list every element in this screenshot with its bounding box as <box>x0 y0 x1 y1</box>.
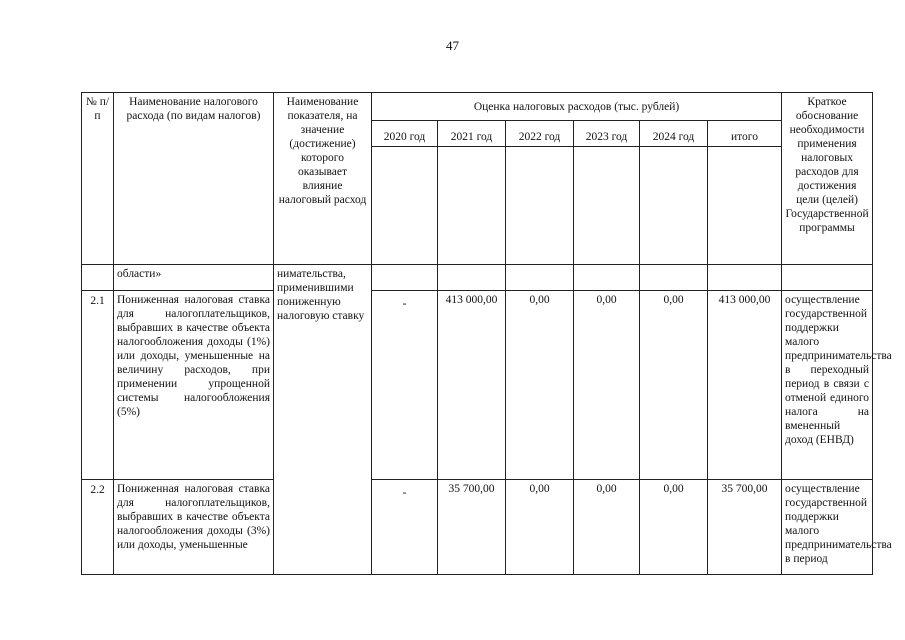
header-year-2020: 2020 год <box>372 121 438 147</box>
year-2022-spacer <box>506 147 574 265</box>
page-number: 47 <box>446 38 459 53</box>
row-num: 2.2 <box>82 480 114 575</box>
row-expense-name: Пониженная налоговая ставка для налогоплательщиков, выбравших в качестве объекта налогообложения доходы (1%) или доходы, уменьшенные на величину расходов, при применении упрощенной системы налогообложения (5%) <box>114 291 274 480</box>
continuation-indicator: нимательства, применившими пониженную налоговую ставку <box>274 265 372 575</box>
value-total: 413 000,00 <box>708 291 782 480</box>
header-justification: Краткое обоснование необходимости применения налоговых расходов для достижения цели (целей) Государственной программы <box>782 93 873 265</box>
year-2020-spacer <box>372 147 438 265</box>
table-row <box>82 480 873 575</box>
row-justification: осуществление государственной поддержки малого предпринимательства в период <box>782 480 873 575</box>
empty-cell <box>708 265 782 291</box>
continuation-num <box>82 265 114 291</box>
value-2020: - <box>372 291 438 480</box>
value-2021: 413 000,00 <box>438 291 506 480</box>
header-year-2023: 2023 год <box>574 121 640 147</box>
value-2024: 0,00 <box>640 291 708 480</box>
value-2023: 0,00 <box>574 291 640 480</box>
value-2021: 35 700,00 <box>438 480 506 575</box>
year-2024-spacer <box>640 147 708 265</box>
header-total: итого <box>708 121 782 147</box>
table-row <box>82 291 873 480</box>
header-estimate: Оценка налоговых расходов (тыс. рублей) <box>372 93 782 121</box>
header-year-2024: 2024 год <box>640 121 708 147</box>
header-indicator: Наименование показателя, на значение (достижение) которого оказывает влияние налоговый расход <box>274 93 372 265</box>
row-num: 2.1 <box>82 291 114 480</box>
row-justification: осуществление государственной поддержки малого предпринимательства в переходный период в связи с отменой единого налога на вмененный доход (ЕНВД) <box>782 291 873 480</box>
header-year-2021: 2021 год <box>438 121 506 147</box>
row-expense-name: Пониженная налоговая ставка для налогоплательщиков, выбравших в качестве объекта налогообложения доходы (3%) или доходы, уменьшенные <box>114 480 274 575</box>
value-2020: - <box>372 480 438 575</box>
value-2023: 0,00 <box>574 480 640 575</box>
header-year-2022: 2022 год <box>506 121 574 147</box>
header-row <box>82 93 873 121</box>
value-2022: 0,00 <box>506 480 574 575</box>
empty-cell <box>640 265 708 291</box>
total-spacer <box>708 147 782 265</box>
value-total: 35 700,00 <box>708 480 782 575</box>
continuation-row <box>82 265 873 291</box>
header-num: № п/п <box>82 93 114 265</box>
empty-cell <box>574 265 640 291</box>
empty-cell <box>782 265 873 291</box>
continuation-name: области» <box>114 265 274 291</box>
value-2024: 0,00 <box>640 480 708 575</box>
year-2023-spacer <box>574 147 640 265</box>
empty-cell <box>506 265 574 291</box>
year-2021-spacer <box>438 147 506 265</box>
empty-cell <box>438 265 506 291</box>
tax-expenses-table <box>81 92 892 575</box>
value-2022: 0,00 <box>506 291 574 480</box>
header-expense-name: Наименование налогового расхода (по видам налогов) <box>114 93 274 265</box>
empty-cell <box>372 265 438 291</box>
